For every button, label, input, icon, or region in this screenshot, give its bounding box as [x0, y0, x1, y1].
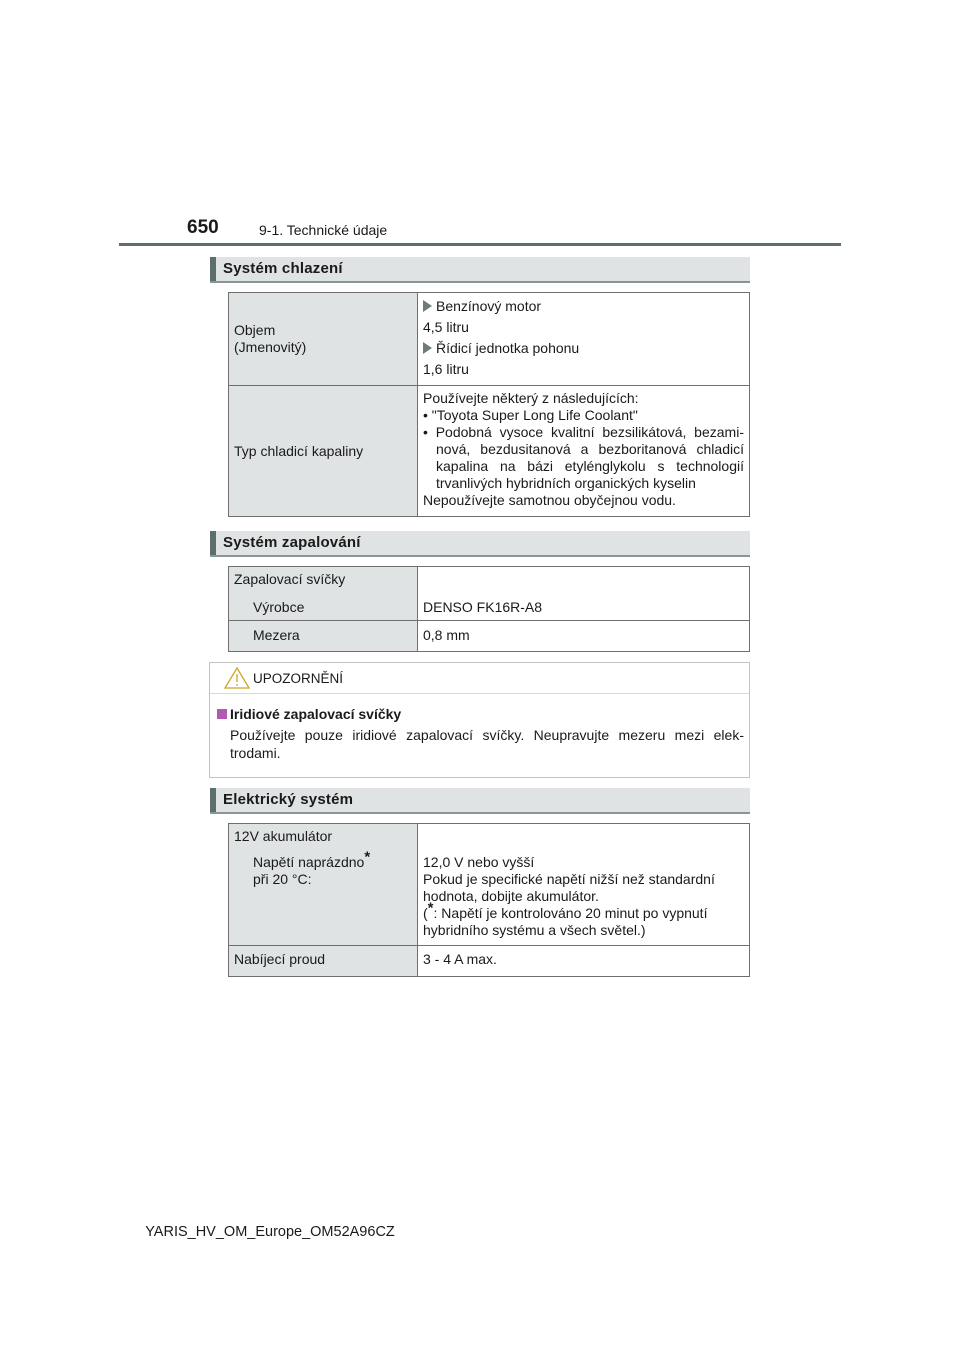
caution-text: Používejte pouze iridiové zapalovací svíčky. Neupravujte mezeru mezi elektrodami. [230, 727, 744, 761]
coolant-value-cell [418, 386, 750, 517]
volume-label: Objem [234, 322, 276, 338]
pcu-value: 1,6 litru [423, 361, 469, 377]
footer [0, 1224, 960, 1240]
section-marker [210, 788, 216, 812]
cooling-table [228, 292, 750, 517]
chapter-title: 9-1. Technické údaje [259, 222, 388, 238]
ignition-table [228, 566, 750, 652]
caution-label: UPOZORNĚNÍ [253, 671, 344, 686]
square-bullet-icon [217, 709, 227, 719]
section-ignition-header [210, 531, 750, 557]
pcu-label: Řídicí jednotka pohonu [436, 340, 580, 356]
voltage-label: Napětí naprázdno [253, 854, 365, 870]
footnote-text: : Napětí je kontrolováno 20 minut po vypnutí hybridního systému a všech světel.) [423, 905, 708, 938]
maker-label-cell [229, 567, 418, 621]
engine-label: Benzínový motor [436, 298, 542, 314]
table-row [229, 621, 750, 652]
voltage-note: Pokud je specifické napětí nižší než standardní hodnota, dobijte akumulátor. [423, 871, 715, 904]
triangle-bullet-icon [423, 300, 432, 312]
coolant-note: Nepoužívejte samotnou obyčejnou vodu. [423, 492, 676, 508]
table-row [229, 386, 750, 517]
table-row [229, 824, 750, 946]
coolant-intro: Používejte některý z následujících: [423, 390, 639, 406]
section-electrical-header [210, 788, 750, 814]
volume-label-cell [229, 293, 418, 386]
gap-value: 0,8 mm [418, 621, 750, 652]
voltage-value-cell [418, 824, 750, 946]
section-cooling-header [210, 257, 750, 283]
footnote-marker: * [364, 848, 371, 866]
section-marker [210, 257, 216, 281]
coolant-label: Typ chladicí kapaliny [229, 386, 418, 517]
volume-value-cell [418, 293, 750, 386]
voltage-value: 12,0 V nebo vyšší [423, 854, 535, 870]
maker-label: Výrobce [253, 599, 305, 615]
section-title: Elektrický systém [223, 791, 354, 808]
gap-label-cell [229, 621, 418, 652]
page-number: 650 [187, 217, 219, 238]
gap-label: Mezera [253, 627, 300, 643]
footnote-marker: * [427, 899, 434, 917]
electrical-table [228, 823, 750, 977]
coolant-option-2: • Podobná vysoce kvalitní bezsilikátová, bezaminová, bezdusitanová a bezboritanová chladicí kapalina na bázi etylénglykolu s technologií trvanlivých hybridních organických kyselin [423, 424, 744, 491]
plugs-label: Zapalovací svíčky [234, 571, 346, 587]
section-title: Systém chlazení [223, 260, 343, 277]
caution-box [209, 662, 750, 778]
voltage-temp: při 20 °C: [253, 871, 312, 887]
volume-sublabel: (Jmenovitý) [234, 339, 307, 355]
caution-title: Iridiové zapalovací svíčky [230, 706, 402, 722]
coolant-option-1: • "Toyota Super Long Life Coolant" [423, 407, 638, 423]
voltage-label-cell [229, 824, 418, 946]
footnote-paren: ( [423, 905, 428, 921]
warning-triangle-icon [224, 666, 250, 690]
voltage-footnote [423, 899, 744, 939]
table-row [229, 293, 750, 386]
section-marker [210, 531, 216, 555]
triangle-bullet-icon [423, 342, 432, 354]
section-title: Systém zapalování [223, 534, 361, 551]
battery-label: 12V akumulátor [234, 828, 333, 844]
maker-value: DENSO FK16R-A8 [418, 567, 750, 621]
engine-value: 4,5 litru [423, 319, 469, 335]
charge-value: 3 - 4 A max. [418, 946, 750, 977]
table-row [229, 946, 750, 977]
document-id: YARIS_HV_OM_Europe_OM52A96CZ [145, 1224, 395, 1240]
charge-label: Nabíjecí proud [229, 946, 418, 977]
header-divider [119, 243, 841, 246]
table-row [229, 567, 750, 621]
